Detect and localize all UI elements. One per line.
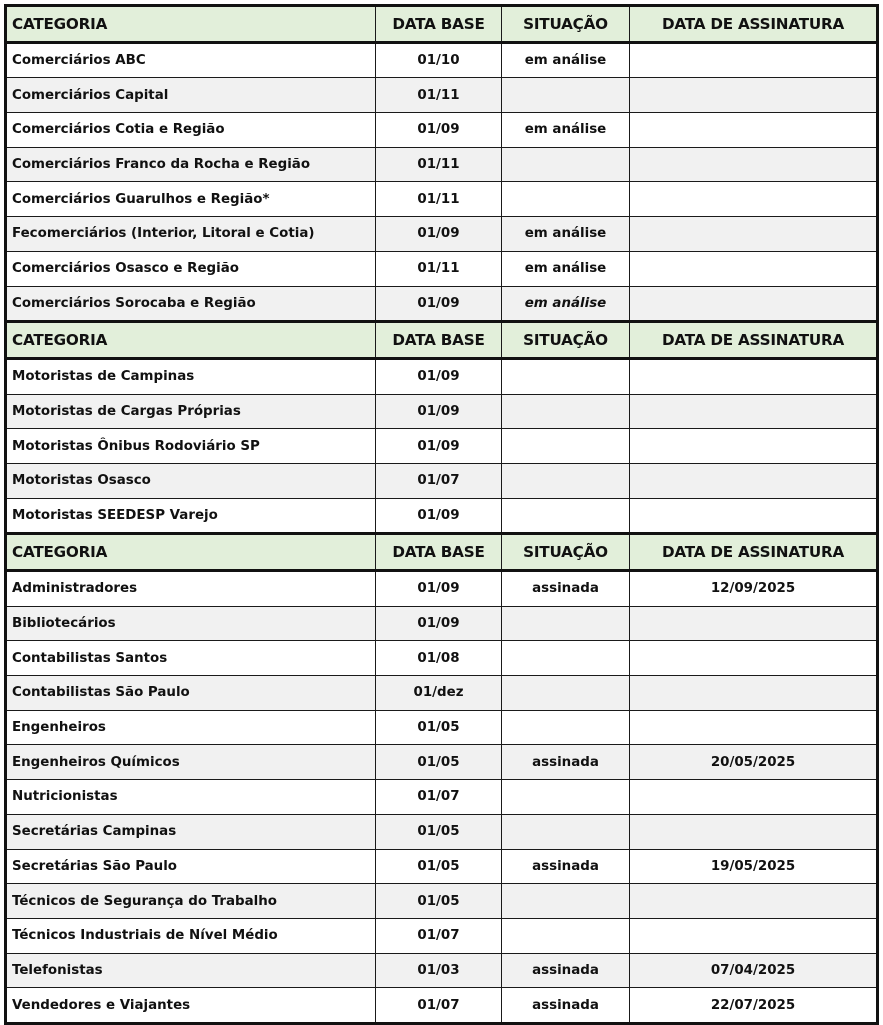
cell-data-base: 01/09: [376, 498, 502, 534]
cell-data-base: 01/07: [376, 918, 502, 953]
cell-data-base: 01/03: [376, 953, 502, 988]
cell-categoria: Motoristas Osasco: [6, 463, 376, 498]
cell-situacao: [502, 641, 630, 676]
cell-situacao: [502, 463, 630, 498]
cell-data-assinatura: [630, 918, 878, 953]
table-row: [6, 429, 878, 464]
cell-categoria: Motoristas SEEDESP Varejo: [6, 498, 376, 534]
cell-situacao: [502, 429, 630, 464]
table-row: [6, 884, 878, 919]
cell-situacao: [502, 147, 630, 182]
table-row: [6, 182, 878, 217]
cell-situacao: [502, 606, 630, 641]
table-row: [6, 571, 878, 607]
cell-data-base: 01/dez: [376, 676, 502, 711]
cell-categoria: Contabilistas São Paulo: [6, 676, 376, 711]
section-profissionais: [6, 534, 878, 1024]
table-row: [6, 42, 878, 78]
cell-situacao: assinada: [502, 745, 630, 780]
cell-situacao: assinada: [502, 988, 630, 1024]
table-row: [6, 988, 878, 1024]
cell-categoria: Engenheiros: [6, 710, 376, 745]
cell-categoria: Comerciários Capital: [6, 78, 376, 113]
header-categoria: CATEGORIA: [6, 6, 376, 43]
table-row: [6, 394, 878, 429]
table-row: [6, 286, 878, 322]
cell-categoria: Bibliotecários: [6, 606, 376, 641]
cell-data-base: 01/11: [376, 182, 502, 217]
table-row: [6, 918, 878, 953]
section-comerciarios: [6, 6, 878, 322]
cell-data-assinatura: 20/05/2025: [630, 745, 878, 780]
header-categoria: CATEGORIA: [6, 534, 376, 571]
table-row: [6, 676, 878, 711]
table-row: [6, 463, 878, 498]
cell-categoria: Administradores: [6, 571, 376, 607]
header-situacao: SITUAÇÃO: [502, 322, 630, 359]
cell-situacao: assinada: [502, 571, 630, 607]
cell-situacao: [502, 710, 630, 745]
cell-data-base: 01/05: [376, 884, 502, 919]
cell-data-base: 01/07: [376, 780, 502, 815]
cell-data-base: 01/08: [376, 641, 502, 676]
cell-categoria: Comerciários Osasco e Região: [6, 251, 376, 286]
cell-data-assinatura: [630, 394, 878, 429]
section-header-row: [6, 534, 878, 571]
table-row: [6, 710, 878, 745]
table-row: [6, 498, 878, 534]
cell-categoria: Vendedores e Viajantes: [6, 988, 376, 1024]
cell-situacao: [502, 884, 630, 919]
cell-data-assinatura: [630, 251, 878, 286]
cell-categoria: Comerciários Franco da Rocha e Região: [6, 147, 376, 182]
cell-data-assinatura: 19/05/2025: [630, 849, 878, 884]
cell-categoria: Comerciários Guarulhos e Região*: [6, 182, 376, 217]
cell-categoria: Comerciários Sorocaba e Região: [6, 286, 376, 322]
cell-categoria: Nutricionistas: [6, 780, 376, 815]
table-row: [6, 358, 878, 394]
cell-data-assinatura: [630, 78, 878, 113]
cell-situacao: [502, 918, 630, 953]
cell-categoria: Telefonistas: [6, 953, 376, 988]
cell-categoria: Fecomerciários (Interior, Litoral e Cotia): [6, 217, 376, 252]
header-situacao: SITUAÇÃO: [502, 6, 630, 43]
table-row: [6, 780, 878, 815]
table-row: [6, 147, 878, 182]
cell-data-base: 01/05: [376, 710, 502, 745]
cell-data-base: 01/10: [376, 42, 502, 78]
cell-situacao: [502, 358, 630, 394]
cell-situacao: [502, 498, 630, 534]
cell-data-base: 01/09: [376, 358, 502, 394]
cell-data-base: 01/09: [376, 286, 502, 322]
table-row: [6, 78, 878, 113]
cell-data-assinatura: [630, 147, 878, 182]
cell-situacao: [502, 676, 630, 711]
cell-data-assinatura: [630, 814, 878, 849]
table-row: [6, 251, 878, 286]
cell-situacao: em análise: [502, 251, 630, 286]
header-data-base: DATA BASE: [376, 534, 502, 571]
table-row: [6, 641, 878, 676]
header-data-base: DATA BASE: [376, 6, 502, 43]
cell-situacao: [502, 394, 630, 429]
cell-data-base: 01/11: [376, 147, 502, 182]
header-situacao: SITUAÇÃO: [502, 534, 630, 571]
table-row: [6, 217, 878, 252]
cell-data-base: 01/05: [376, 814, 502, 849]
cell-data-base: 01/09: [376, 113, 502, 148]
cell-data-assinatura: [630, 113, 878, 148]
cell-data-assinatura: [630, 780, 878, 815]
cell-situacao: [502, 182, 630, 217]
cell-categoria: Contabilistas Santos: [6, 641, 376, 676]
cell-situacao: em análise: [502, 286, 630, 322]
header-data-assinatura: DATA DE ASSINATURA: [630, 6, 878, 43]
cell-data-assinatura: [630, 606, 878, 641]
section-motoristas: [6, 322, 878, 534]
cell-situacao: assinada: [502, 849, 630, 884]
cell-categoria: Comerciários Cotia e Região: [6, 113, 376, 148]
cell-situacao: em análise: [502, 217, 630, 252]
cell-data-base: 01/09: [376, 429, 502, 464]
cell-situacao: assinada: [502, 953, 630, 988]
section-header-row: [6, 322, 878, 359]
cell-categoria: Engenheiros Químicos: [6, 745, 376, 780]
section-header-row: [6, 6, 878, 43]
cell-data-assinatura: [630, 676, 878, 711]
cell-data-assinatura: 07/04/2025: [630, 953, 878, 988]
cell-categoria: Secretárias São Paulo: [6, 849, 376, 884]
cell-data-assinatura: [630, 429, 878, 464]
table-row: [6, 113, 878, 148]
cell-categoria: Secretárias Campinas: [6, 814, 376, 849]
collective-agreements-table: [4, 4, 879, 1025]
cell-data-assinatura: 22/07/2025: [630, 988, 878, 1024]
cell-data-assinatura: [630, 217, 878, 252]
cell-data-base: 01/05: [376, 849, 502, 884]
cell-data-assinatura: [630, 358, 878, 394]
cell-categoria: Técnicos de Segurança do Trabalho: [6, 884, 376, 919]
cell-data-base: 01/09: [376, 571, 502, 607]
cell-situacao: [502, 78, 630, 113]
cell-data-base: 01/11: [376, 251, 502, 286]
cell-data-assinatura: [630, 182, 878, 217]
table-row: [6, 849, 878, 884]
header-categoria: CATEGORIA: [6, 322, 376, 359]
header-data-base: DATA BASE: [376, 322, 502, 359]
cell-data-base: 01/05: [376, 745, 502, 780]
cell-situacao: [502, 814, 630, 849]
header-data-assinatura: DATA DE ASSINATURA: [630, 534, 878, 571]
cell-data-base: 01/11: [376, 78, 502, 113]
cell-categoria: Motoristas Ônibus Rodoviário SP: [6, 429, 376, 464]
cell-data-assinatura: [630, 463, 878, 498]
collective-agreements-table-sheet: [4, 4, 876, 1025]
cell-data-assinatura: 12/09/2025: [630, 571, 878, 607]
cell-data-assinatura: [630, 286, 878, 322]
cell-data-base: 01/07: [376, 463, 502, 498]
cell-situacao: em análise: [502, 113, 630, 148]
cell-data-assinatura: [630, 42, 878, 78]
table-row: [6, 953, 878, 988]
cell-data-base: 01/09: [376, 394, 502, 429]
cell-data-base: 01/09: [376, 217, 502, 252]
cell-data-assinatura: [630, 641, 878, 676]
header-data-assinatura: DATA DE ASSINATURA: [630, 322, 878, 359]
cell-data-base: 01/07: [376, 988, 502, 1024]
cell-situacao: [502, 780, 630, 815]
cell-categoria: Técnicos Industriais de Nível Médio: [6, 918, 376, 953]
table-row: [6, 745, 878, 780]
cell-categoria: Motoristas de Cargas Próprias: [6, 394, 376, 429]
table-row: [6, 606, 878, 641]
cell-data-assinatura: [630, 884, 878, 919]
cell-categoria: Motoristas de Campinas: [6, 358, 376, 394]
cell-data-assinatura: [630, 710, 878, 745]
cell-situacao: em análise: [502, 42, 630, 78]
table-row: [6, 814, 878, 849]
cell-data-base: 01/09: [376, 606, 502, 641]
cell-data-assinatura: [630, 498, 878, 534]
cell-categoria: Comerciários ABC: [6, 42, 376, 78]
